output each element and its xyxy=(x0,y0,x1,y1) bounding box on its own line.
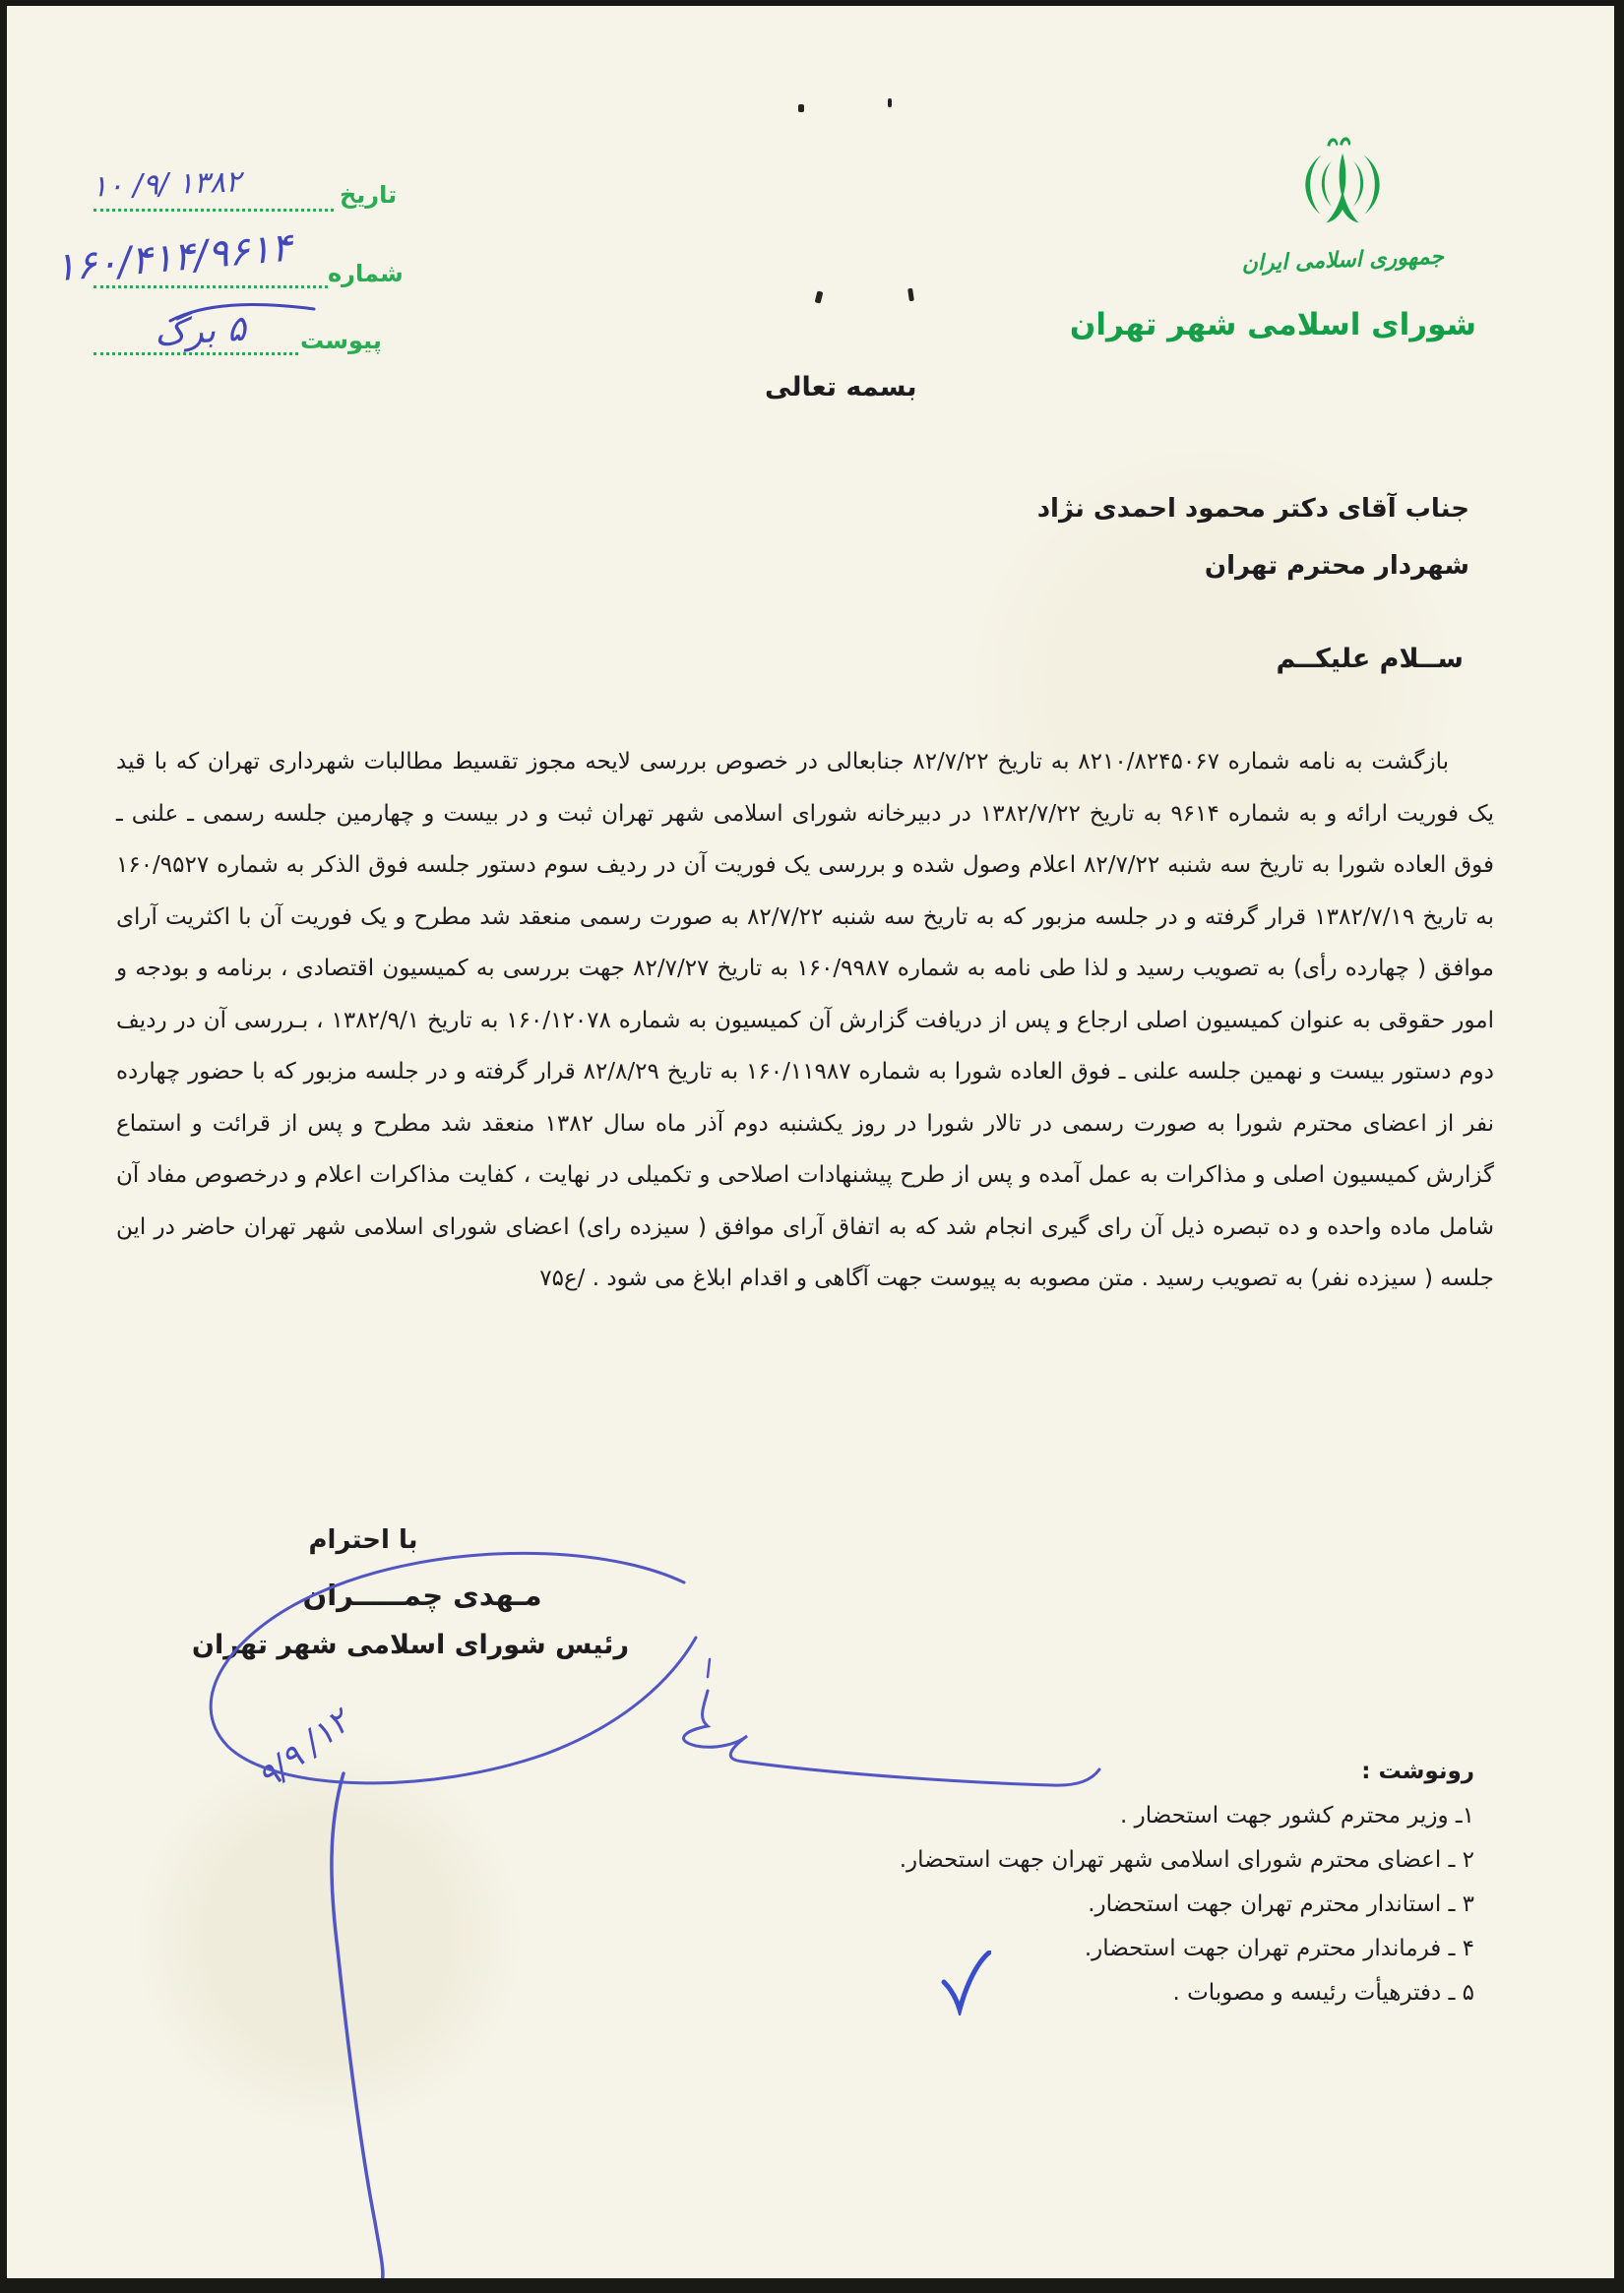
cc-item: ۴ ـ فرماندار محترم تهران جهت استحضار. xyxy=(1084,1936,1474,1961)
scan-speck xyxy=(907,288,914,302)
scan-speck xyxy=(798,104,804,112)
cc-item: ۳ ـ استاندار محترم تهران جهت استحضار. xyxy=(1088,1891,1474,1917)
iran-emblem-icon xyxy=(1284,132,1401,258)
recipient-block xyxy=(1037,480,1469,594)
signatory-title: رئیس شورای اسلامی شهر تهران xyxy=(191,1630,629,1660)
recipient-title: شهردار محترم تهران xyxy=(1204,551,1469,581)
cc-section xyxy=(589,1760,1474,2025)
number-handwritten-value: ۱۶۰/۴۱۴/۹۶۱۴ xyxy=(52,224,294,291)
attachment-handwritten-value: ۵ برگ xyxy=(153,308,247,354)
date-handwritten-value: ۱۳۸۲ /۹/ ۱۰ xyxy=(91,164,242,205)
signature-block xyxy=(191,1525,629,1660)
letter-body: بازگشت به نامه شماره ۸۲۱۰/۸۲۴۵۰۶۷ به تاریخ ۸۲/۷/۲۲ جنابعالی در خصوص بررسی لایحه مجوز تقسیط مطالبات شهرداری تهران که با قید یک فوریت ارائه و به شماره ۹۶۱۴ به تاریخ ۱۳۸۲/۷/۲۲ در دبیرخانه شورای اسلامی شهر تهران ثبت و در بیست و چهارمین جلسه رسمی ـ علنی ـ فوق العاده شورا به تاریخ سه شنبه ۸۲/۷/۲۲ اعلام وصول شده و بررسی یک فوریت آن در ردیف سوم دستور جلسه فوق الذکر به شماره ۱۶۰/۹۵۲۷ به تاریخ ۱۳۸۲/۷/۱۹ قرار گرفته و در جلسه مزبور که به تاریخ سه شنبه ۸۲/۷/۲۲ به صورت رسمی منعقد شد مطرح و یک فوریت آن با اکثریت آرای موافق ( چهارده رأی) به تصویب رسید و لذا طی نامه به شماره ۱۶۰/۹۹۸۷ به تاریخ ۸۲/۷/۲۷ جهت بررسی به کمیسیون اقتصادی ، برنامه و بودجه و امور حقوقی به عنوان کمیسیون اصلی ارجاع و پس از دریافت گزارش آن کمیسیون به شماره ۱۶۰/۱۲۰۷۸ به تاریخ ۱۳۸۲/۹/۱ ، بـررسی آن در ردیف دوم دستور بیست و نهمین جلسه علنی ـ فوق العاده شورا به شماره ۱۶۰/۱۱۹۸۷ به تاریخ ۸۲/۸/۲۹ قرار گرفته و در جلسه مزبور که با حضور چهارده نفر از اعضای محترم شورا به صورت رسمی در تالار شورا در روز یکشنبه دوم آذر ماه سال ۱۳۸۲ منعقد شد مطرح و پس از قرائت و استماع گزارش کمیسیون اصلی و مذاکرات به عمل آمده و پس از طرح پیشنهادات اصلاحی و تکمیلی در نهایت ، کفایت مذاکرات اعلام و درخصوص مفاد آن شامل ماده واحده و ده تبصره ذیل آن رای گیری انجام شد که به اتفاق آرای موافق ( سیزده رای) اعضای شورای اسلامی شهر تهران حاضر در این جلسه ( سیزده نفر) به تصویب رسید . متن مصوبه به پیوست جهت آگاهی و اقدام ابلاغ می شود . /ع۷۵ xyxy=(116,749,1495,1291)
org-name: شورای اسلامی شهر تهران xyxy=(1069,307,1476,342)
number-label: شماره xyxy=(328,260,404,287)
recipient-name: جناب آقای دکتر محمود احمدی نژاد xyxy=(1036,494,1469,524)
checkmark-icon xyxy=(940,1951,991,2015)
salutation: ســلام علیکــم xyxy=(1276,644,1464,674)
republic-name: جمهوری اسلامی ایران xyxy=(1241,244,1445,277)
cc-title: رونوشت : xyxy=(1361,1759,1474,1784)
pen-flourish xyxy=(164,297,322,327)
date-label: تاریخ xyxy=(340,181,398,209)
cc-item: ۱ـ وزیر محترم کشور جهت استحضار . xyxy=(1120,1803,1474,1828)
attachment-dotted-line xyxy=(94,352,298,355)
besmele-heading: بسمه تعالی xyxy=(765,372,917,403)
cc-item: ۵ ـ دفترهیأت رئیسه و مصوبات . xyxy=(1172,1980,1474,2006)
signature-handwritten-date: ۱۲/ ۹/۹ xyxy=(250,1702,357,1798)
number-dotted-line xyxy=(94,285,328,288)
attachment-label: پیوست xyxy=(300,327,382,354)
date-dotted-line xyxy=(94,209,334,212)
scan-speck xyxy=(888,98,892,107)
signatory-name: مـهدی چمـــــران xyxy=(302,1579,542,1612)
scan-speck xyxy=(815,290,824,303)
cc-item: ۲ ـ اعضای محترم شورای اسلامی شهر تهران جهت استحضار. xyxy=(899,1847,1474,1873)
signature-respect: با احترام xyxy=(308,1525,418,1555)
